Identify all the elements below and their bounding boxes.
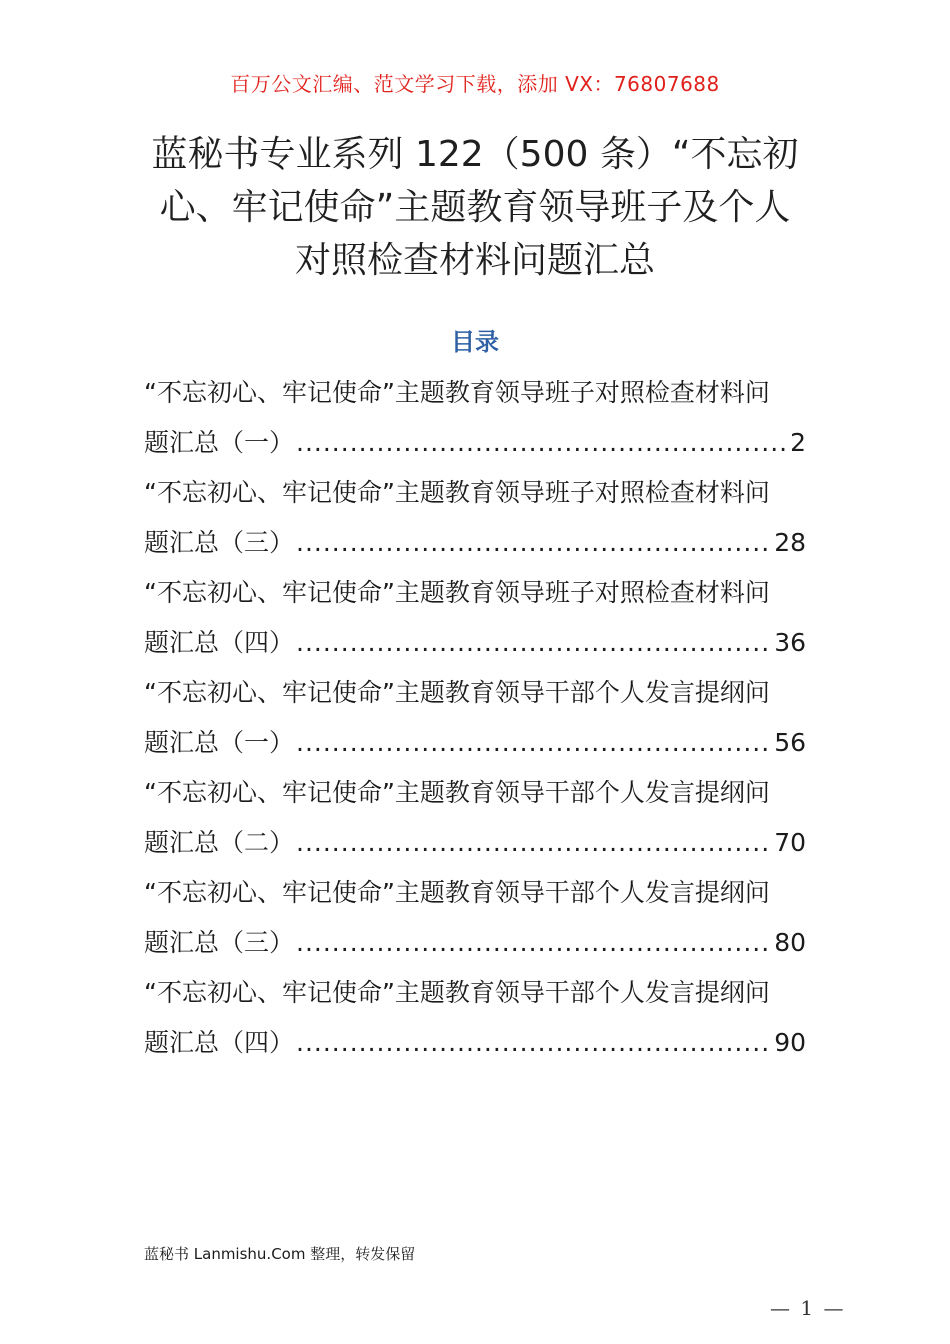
dot-leader [296, 1018, 772, 1068]
toc-entry-title: “不忘初心、牢记使命”主题教育领导班子对照检查材料问 [144, 378, 770, 407]
toc-page-number: 90 [774, 1028, 806, 1057]
toc-entry-title: “不忘初心、牢记使命”主题教育领导干部个人发言提纲问 [144, 878, 770, 907]
title-line: 蓝秘书专业系列 122（500 条）“不忘初 [151, 134, 799, 175]
toc-entry-title-cont: 题汇总（三） [144, 928, 295, 957]
page-number-marker: — 1 — [770, 1296, 846, 1320]
table-of-contents [144, 368, 806, 1068]
toc-entry[interactable] [144, 368, 806, 468]
title-line: 对照检查材料问题汇总 [294, 240, 655, 281]
toc-heading: 目录 [451, 328, 499, 356]
toc-page-number: 56 [774, 728, 806, 757]
toc-entry-title-cont: 题汇总（一） [144, 728, 295, 757]
toc-entry-title-cont: 题汇总（四） [144, 1028, 295, 1057]
toc-entry-title: “不忘初心、牢记使命”主题教育领导班子对照检查材料问 [144, 478, 770, 507]
toc-entry-title: “不忘初心、牢记使命”主题教育领导干部个人发言提纲问 [144, 678, 770, 707]
toc-entry[interactable] [144, 868, 806, 968]
toc-entry-title: “不忘初心、牢记使命”主题教育领导干部个人发言提纲问 [144, 978, 770, 1007]
toc-page-number: 36 [774, 628, 806, 657]
toc-entry[interactable] [144, 568, 806, 668]
toc-entry-title-cont: 题汇总（二） [144, 828, 295, 857]
toc-entry[interactable] [144, 668, 806, 768]
promo-banner: 百万公文汇编、范文学习下载，添加 VX：76807688 [230, 72, 720, 96]
toc-entry[interactable] [144, 768, 806, 868]
toc-entry[interactable] [144, 968, 806, 1068]
dot-leader [296, 418, 788, 468]
document-title [120, 128, 830, 287]
dot-leader [296, 918, 772, 968]
toc-page-number: 2 [790, 428, 806, 457]
toc-entry-title-cont: 题汇总（四） [144, 628, 295, 657]
toc-page-number: 70 [774, 828, 806, 857]
toc-page-number: 80 [774, 928, 806, 957]
dot-leader [296, 718, 772, 768]
toc-entry-title: “不忘初心、牢记使命”主题教育领导班子对照检查材料问 [144, 578, 770, 607]
toc-page-number: 28 [774, 528, 806, 557]
toc-entry[interactable] [144, 468, 806, 568]
dot-leader [296, 818, 772, 868]
footer-note: 蓝秘书 Lanmishu.Com 整理，转发保留 [144, 1245, 416, 1263]
title-line: 心、牢记使命”主题教育领导班子及个人 [159, 187, 791, 228]
toc-entry-title-cont: 题汇总（一） [144, 428, 295, 457]
dot-leader [296, 618, 772, 668]
dot-leader [296, 518, 772, 568]
toc-entry-title-cont: 题汇总（三） [144, 528, 295, 557]
toc-entry-title: “不忘初心、牢记使命”主题教育领导干部个人发言提纲问 [144, 778, 770, 807]
